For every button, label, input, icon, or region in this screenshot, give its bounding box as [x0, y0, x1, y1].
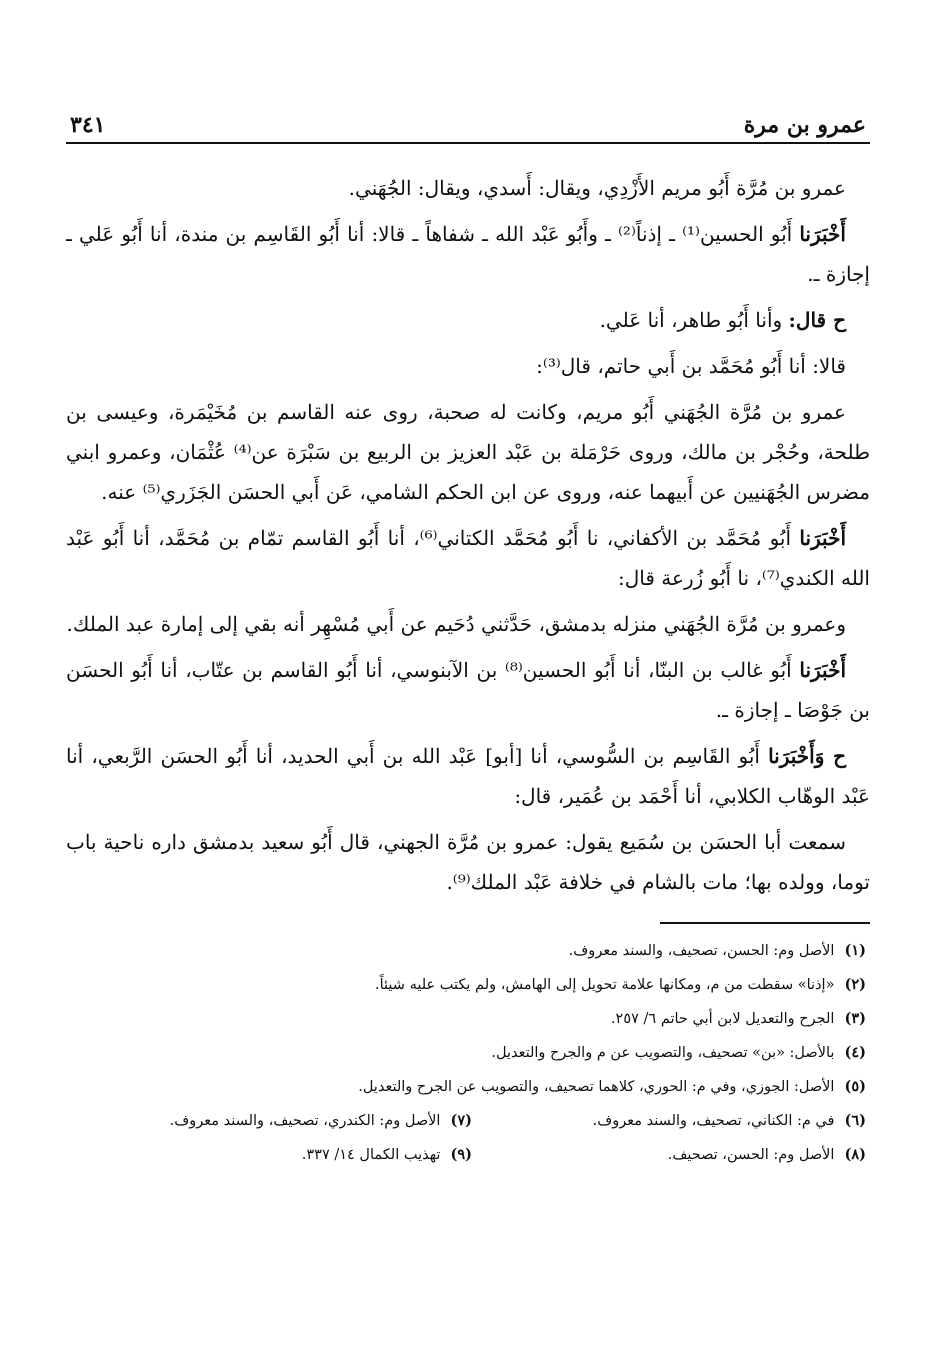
- footnote-mark: (٣): [844, 1010, 866, 1027]
- paragraph-text: أَبُو الحسين⁽¹⁾ ـ إذناً⁽²⁾ ـ وأَبُو عَبْد الله ـ شفاهاً ـ قالا: أنا أَبُو القَاسِم بن مندة، أنا أَبُو عَلي ـ إجازة ـ.: [66, 222, 870, 286]
- footnote-mark: (٨): [844, 1146, 866, 1163]
- paragraph: [66, 822, 870, 902]
- page-number: ٣٤١: [70, 112, 106, 138]
- footnotes: [66, 934, 870, 1172]
- paragraph-keyword: أَخْبَرَنا: [799, 526, 847, 550]
- paragraph: [66, 392, 870, 512]
- footnote-row: [66, 1104, 870, 1138]
- paragraph-keyword: أَخْبَرَنا: [799, 222, 846, 246]
- footnote-mark: (٧): [450, 1112, 472, 1129]
- footnote-mark: (٢): [844, 976, 866, 993]
- paragraph: [66, 736, 870, 816]
- running-head: [66, 108, 870, 144]
- paragraph-keyword: ح قال:: [788, 308, 846, 332]
- paragraph-text: قالا: أنا أَبُو مُحَمَّد بن أَبي حاتم، قال⁽³⁾:: [536, 354, 846, 378]
- paragraph: [66, 604, 870, 644]
- footnote: [476, 1104, 870, 1138]
- footnote-mark: (١): [844, 942, 866, 959]
- paragraph: [66, 518, 870, 598]
- footnote-mark: (٩): [450, 1146, 472, 1163]
- paragraph: [66, 650, 870, 730]
- paragraph: [66, 300, 870, 340]
- footnote: [611, 1002, 870, 1036]
- footnote-row: [66, 1036, 870, 1070]
- paragraph: [66, 214, 870, 294]
- paragraph-text: وعمرو بن مُرَّة الجُهَني منزله بدمشق، حَدَّثني دُحَيم عن أَبي مُسْهِر أنه بقي إلى إمارة عبد الملك.: [66, 612, 846, 636]
- footnote-mark: (٤): [844, 1044, 866, 1061]
- footnote: [82, 1104, 476, 1138]
- footnote-row: [66, 1002, 870, 1036]
- paragraph-keyword: أَخْبَرَنا: [799, 658, 846, 682]
- footnote-mark: (٦): [844, 1112, 866, 1129]
- footnote-text: الأصل وم: الكندري، تصحيف، والسند معروف.: [169, 1113, 441, 1129]
- footnote-text: الأصل: الجوزي، وفي م: الحوري، كلاهما تصحيف، والتصويب عن الجرح والتعديل.: [358, 1079, 835, 1095]
- paragraph-text: أَبُو مُحَمَّد بن الأكفاني، نا أَبُو مُحَمَّد الكتاني⁽⁶⁾، أنا أَبُو القاسم تمّام بن مُحَمَّد، أنا أَبُو عَبْد الله الكندي⁽⁷⁾، نا أَبُو زُرعة قال:: [66, 526, 870, 590]
- footnote: [82, 1138, 476, 1172]
- book-page: [66, 108, 870, 1318]
- footnote-row: [66, 1138, 870, 1172]
- footnote: [491, 1036, 870, 1070]
- footnote: [358, 1070, 870, 1104]
- paragraph-text: سمعت أبا الحسَن بن سُمَيع يقول: عمرو بن مُرَّة الجهني، قال أَبُو سعيد بدمشق داره ناحية باب توما، وولده بها؛ مات بالشام في خلافة عَبْد الملك⁽⁹⁾.: [66, 830, 870, 894]
- footnote-row: [66, 934, 870, 968]
- paragraph-text: أَبُو القَاسِم بن السُّوسي، أنا [أبو] عَبْد الله بن أَبي الحديد، أنا أَبُو الحسَن الرَّبعي، أنا عَبْد الوهّاب الكلابي، أنا أَحْمَد بن عُمَير، قال:: [66, 744, 870, 808]
- footnote: [476, 1138, 870, 1172]
- footnote-divider: [660, 922, 870, 924]
- paragraph: [66, 346, 870, 386]
- footnote-text: الأصل وم: الحسن، تصحيف، والسند معروف.: [568, 943, 835, 959]
- footnote-text: الأصل وم: الحسن، تصحيف.: [667, 1147, 835, 1163]
- paragraph-text: وأنا أَبُو طاهر، أنا عَلي.: [599, 308, 789, 332]
- paragraph-text: عمرو بن مُرَّة أَبُو مريم الأَزْدِي، ويقال: أَسدي، ويقال: الجُهَني.: [348, 176, 846, 200]
- paragraph-keyword: ح وَأَخْبَرَنا: [768, 744, 846, 768]
- paragraph-text: أَبُو غالب بن البنّا، أنا أَبُو الحسين⁽⁸⁾ بن الآبنوسي، أنا أَبُو القاسم بن عتّاب، أنا أَبُو الحسَن بن جَوْصَا ـ إجازة ـ.: [66, 658, 870, 722]
- footnote-text: في م: الكناني، تصحيف، والسند معروف.: [592, 1113, 835, 1129]
- footnote-row: [66, 968, 870, 1002]
- footnote: [569, 934, 870, 968]
- running-title: عمرو بن مرة: [743, 112, 866, 138]
- footnote-row: [66, 1070, 870, 1104]
- footnote-text: «إذنا» سقطت من م، ومكانها علامة تحويل إلى الهامش، ولم يكتب عليه شيئاً.: [375, 977, 835, 993]
- footnote-text: الجرح والتعديل لابن أبي حاتم ٦/ ٢٥٧.: [610, 1011, 835, 1027]
- footnote-text: تهذيب الكمال ١٤/ ٣٣٧.: [301, 1147, 441, 1163]
- footnote-text: بالأصل: «بن» تصحيف، والتصويب عن م والجرح والتعديل.: [491, 1045, 835, 1061]
- main-text: [66, 168, 870, 902]
- footnote: [375, 968, 870, 1002]
- footnote-mark: (٥): [844, 1078, 866, 1095]
- paragraph-text: عمرو بن مُرَّة الجُهَني أَبُو مريم، وكانت له صحبة، روى عنه القاسم بن مُخَيْمَرة، وعيسى بن طلحة، وحُجْر بن مالك، وروى حَرْمَلة بن عَبْد العزيز بن الربيع بن سَبْرَة عن⁽⁴⁾ عُثْمَان، وعمرو ابني مضرس الجُهَنيين عن أَبيهما عنه، وروى عن ابن الحكم الشامي، عَن أَبي الحسَن الجَزَري⁽⁵⁾ عنه.: [66, 400, 870, 504]
- paragraph: [66, 168, 870, 208]
